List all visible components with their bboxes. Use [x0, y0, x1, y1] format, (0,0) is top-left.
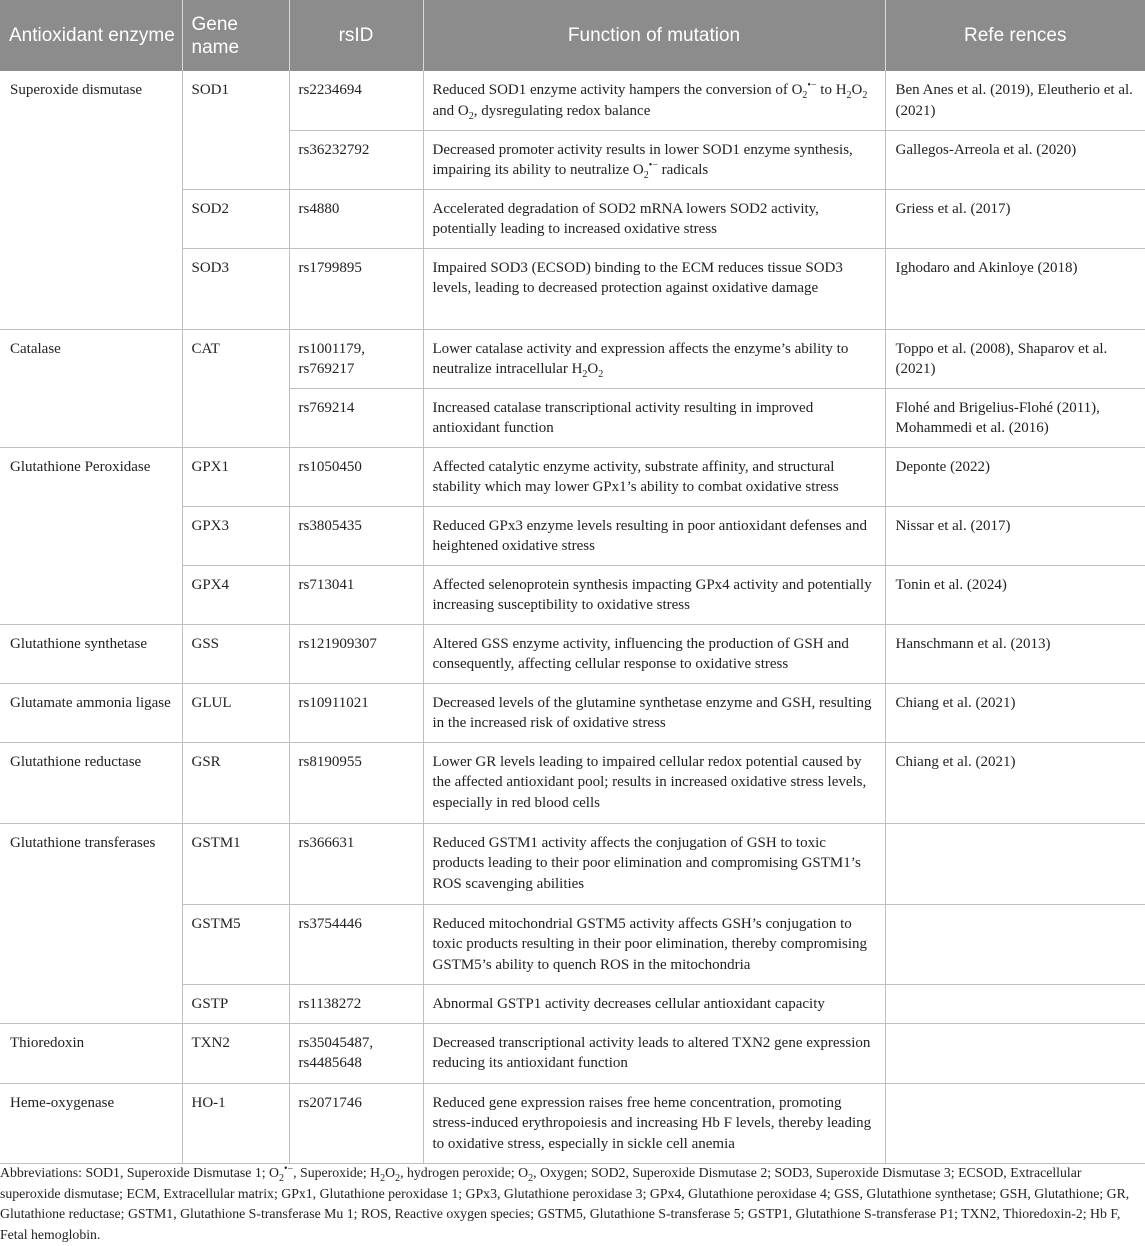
cell-enzyme: Glutathione synthetase — [0, 624, 182, 683]
cell-references: Toppo et al. (2008), Shaparov et al. (2021) — [885, 329, 1145, 388]
cell-references: Nissar et al. (2017) — [885, 506, 1145, 565]
cell-references: Gallegos-Arreola et al. (2020) — [885, 130, 1145, 189]
cell-rsid: rs3805435 — [289, 506, 423, 565]
cell-rsid: rs713041 — [289, 565, 423, 624]
cell-function: Accelerated degradation of SOD2 mRNA lowers SOD2 activity, potentially leading to increased oxidative stress — [423, 189, 885, 248]
cell-references: Flohé and Brigelius-Flohé (2011), Mohammedi et al. (2016) — [885, 388, 1145, 447]
table-body — [0, 71, 1145, 1163]
cell-function: Reduced gene expression raises free heme concentration, promoting stress-induced erythropoiesis and increasing Hb F levels, thereby leading to oxidative stress, especially in sickle cell anemia — [423, 1083, 885, 1163]
header-rsid: rsID — [289, 0, 423, 71]
header-row — [0, 0, 1145, 71]
header-function: Function of mutation — [423, 0, 885, 71]
cell-gene-name: HO-1 — [182, 1083, 289, 1163]
cell-references — [885, 904, 1145, 984]
cell-gene-name: GSS — [182, 624, 289, 683]
cell-references — [885, 1083, 1145, 1163]
cell-rsid: rs1001179, rs769217 — [289, 329, 423, 388]
cell-rsid: rs3754446 — [289, 904, 423, 984]
cell-function: Reduced mitochondrial GSTM5 activity affects GSH’s conjugation to toxic products resulting in their poor elimination, thereby compromising GSTM5’s ability to quench ROS in the mitochondria — [423, 904, 885, 984]
cell-gene-name: SOD2 — [182, 189, 289, 248]
cell-rsid: rs366631 — [289, 823, 423, 904]
cell-gene-name: GLUL — [182, 683, 289, 742]
cell-gene-name: GSR — [182, 742, 289, 823]
cell-function: Decreased levels of the glutamine synthetase enzyme and GSH, resulting in the increased risk of oxidative stress — [423, 683, 885, 742]
cell-gene-name: TXN2 — [182, 1023, 289, 1083]
table-row — [0, 742, 1145, 823]
cell-rsid: rs2071746 — [289, 1083, 423, 1163]
cell-enzyme: Superoxide dismutase — [0, 71, 182, 329]
cell-enzyme: Catalase — [0, 329, 182, 447]
cell-rsid: rs121909307 — [289, 624, 423, 683]
table-row — [0, 447, 1145, 506]
cell-gene-name: GSTP — [182, 984, 289, 1023]
cell-references — [885, 823, 1145, 904]
cell-references: Tonin et al. (2024) — [885, 565, 1145, 624]
table-row — [0, 329, 1145, 388]
cell-rsid: rs35045487, rs4485648 — [289, 1023, 423, 1083]
cell-enzyme: Thioredoxin — [0, 1023, 182, 1083]
cell-references: Ighodaro and Akinloye (2018) — [885, 248, 1145, 329]
cell-references: Deponte (2022) — [885, 447, 1145, 506]
cell-gene-name: SOD1 — [182, 71, 289, 189]
cell-rsid: rs2234694 — [289, 71, 423, 130]
cell-function: Reduced GPx3 enzyme levels resulting in poor antioxidant defenses and heightened oxidative stress — [423, 506, 885, 565]
cell-function: Impaired SOD3 (ECSOD) binding to the ECM reduces tissue SOD3 levels, leading to decreased protection against oxidative damage — [423, 248, 885, 329]
cell-gene-name: SOD3 — [182, 248, 289, 329]
cell-function: Abnormal GSTP1 activity decreases cellular antioxidant capacity — [423, 984, 885, 1023]
cell-rsid: rs10911021 — [289, 683, 423, 742]
table-row — [0, 683, 1145, 742]
table-row — [0, 624, 1145, 683]
cell-function: Lower catalase activity and expression affects the enzyme’s ability to neutralize intracellular $H_2O_2$ — [423, 329, 885, 388]
cell-function: Decreased promoter activity results in lower SOD1 enzyme synthesis, impairing its ability to neutralize $O_2^{•-}$ radicals — [423, 130, 885, 189]
cell-gene-name: GPX4 — [182, 565, 289, 624]
cell-references: Ben Anes et al. (2019), Eleutherio et al. (2021) — [885, 71, 1145, 130]
cell-references: Hanschmann et al. (2013) — [885, 624, 1145, 683]
cell-function: Reduced SOD1 enzyme activity hampers the conversion of $O_2^{•-}$ to $H_2O_2$ and $O_2$, dysregulating redox balance — [423, 71, 885, 130]
table-row — [0, 71, 1145, 130]
cell-function: Lower GR levels leading to impaired cellular redox potential caused by the affected antioxidant pool; results in increased oxidative stress levels, especially in red blood cells — [423, 742, 885, 823]
cell-gene-name: GPX1 — [182, 447, 289, 506]
table-row — [0, 823, 1145, 904]
cell-function: Affected selenoprotein synthesis impacting GPx4 activity and potentially increasing susceptibility to oxidative stress — [423, 565, 885, 624]
cell-function: Increased catalase transcriptional activity resulting in improved antioxidant function — [423, 388, 885, 447]
table-row — [0, 1083, 1145, 1163]
table-row — [0, 1023, 1145, 1083]
header-enzyme: Antioxidant enzyme — [0, 0, 182, 71]
cell-references: Chiang et al. (2021) — [885, 742, 1145, 823]
cell-enzyme: Glutamate ammonia ligase — [0, 683, 182, 742]
cell-references: Griess et al. (2017) — [885, 189, 1145, 248]
cell-function: Altered GSS enzyme activity, influencing the production of GSH and consequently, affecting cellular response to oxidative stress — [423, 624, 885, 683]
cell-enzyme: Glutathione transferases — [0, 823, 182, 1023]
cell-gene-name: GSTM5 — [182, 904, 289, 984]
cell-rsid: rs36232792 — [289, 130, 423, 189]
cell-rsid: rs4880 — [289, 189, 423, 248]
cell-references: Chiang et al. (2021) — [885, 683, 1145, 742]
cell-gene-name: CAT — [182, 329, 289, 447]
header-references: Refe rences — [885, 0, 1145, 71]
cell-references — [885, 1023, 1145, 1083]
cell-function: Reduced GSTM1 activity affects the conjugation of GSH to toxic products leading to their poor elimination and compromising GSTM1’s ROS scavenging abilities — [423, 823, 885, 904]
table-header — [0, 0, 1145, 71]
cell-gene-name: GSTM1 — [182, 823, 289, 904]
cell-rsid: rs769214 — [289, 388, 423, 447]
cell-rsid: rs1799895 — [289, 248, 423, 329]
cell-rsid: rs1050450 — [289, 447, 423, 506]
cell-enzyme: Glutathione reductase — [0, 742, 182, 823]
header-gene-name: Gene name — [182, 0, 289, 71]
cell-enzyme: Glutathione Peroxidase — [0, 447, 182, 624]
cell-references — [885, 984, 1145, 1023]
cell-rsid: rs1138272 — [289, 984, 423, 1023]
cell-gene-name: GPX3 — [182, 506, 289, 565]
cell-function: Affected catalytic enzyme activity, substrate affinity, and structural stability which may lower GPx1’s ability to combat oxidative stress — [423, 447, 885, 506]
cell-function: Decreased transcriptional activity leads to altered TXN2 gene expression reducing its antioxidant function — [423, 1023, 885, 1083]
cell-enzyme: Heme-oxygenase — [0, 1083, 182, 1163]
cell-rsid: rs8190955 — [289, 742, 423, 823]
abbreviations-footnote: Abbreviations: SOD1, Superoxide Dismutase 1; $O_2^{•-}$, Superoxide; $H_2O_2$, hydrogen peroxide; $O_2$, Oxygen; SOD2, Superoxide Dismutase 2; SOD3, Superoxide Dismutase 3; ECSOD, Extracellular superoxide dismutase; ECM, Extracellular matrix; GPx1, Glutathione peroxidase 1; GPx3, Glutathione peroxidase 3; GPx4, Glutathione peroxidase 4; GSS, Glutathione synthetase; GSH, Glutathione; GR, Glutathione reductase; GSTM1, Glutathione S-transferase Mu 1; ROS, Reactive oxygen species; GSTM5, Glutathione S-transferase 5; GSTP1, Glutathione S-transferase P1; TXN2, Thioredoxin-2; Hb F, Fetal hemoglobin. — [0, 1163, 1130, 1242]
